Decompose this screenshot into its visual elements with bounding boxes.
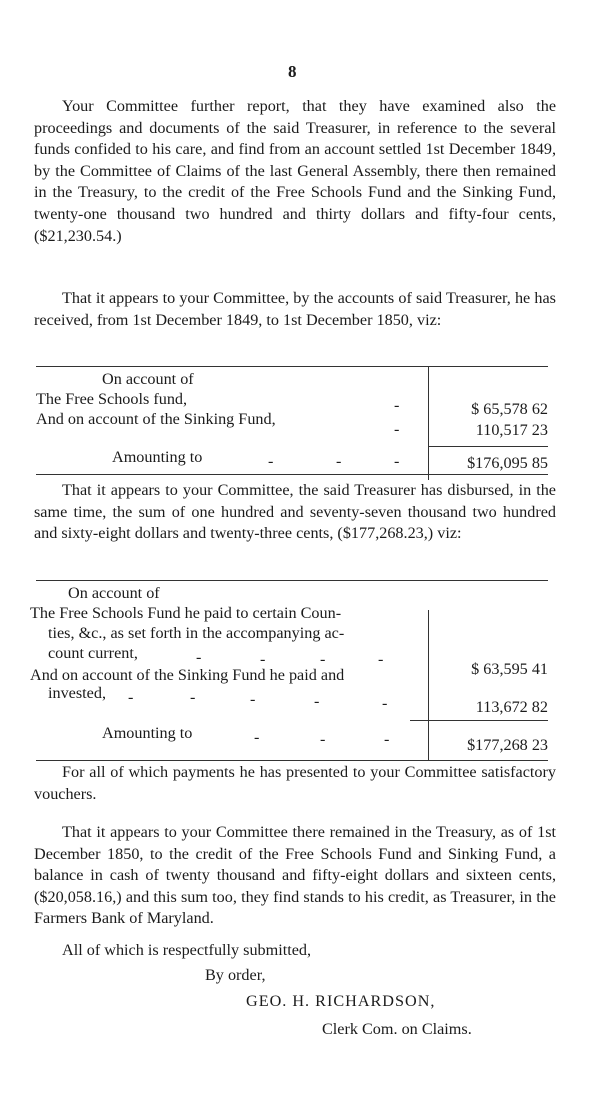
- paragraph-text: Your Committee further report, that they have examined also the proceedings and documents of the said Treasurer, in reference to the several funds confided to his care, and find from an account settled 1st December 1849, by the Committee of Claims of the last General Assembly, there then remained in the Treasury, to the credit of the Free Schools Fund and the Sinking Fund, twenty-one thousand two hundred and thirty dollars and fifty-four cents, ($21,230.54.): [34, 97, 556, 245]
- leader-dash: -: [320, 650, 326, 668]
- table-top-rule: [36, 580, 548, 581]
- subtotal-rule: [428, 446, 548, 447]
- table-head: On account of: [68, 584, 160, 602]
- table-head: On account of: [102, 370, 194, 388]
- table-column-rule: [428, 610, 429, 760]
- disbursement-label-free-schools-cont: ties, &c., as set forth in the accompanying ac-: [48, 624, 345, 642]
- receipt-total-label: Amounting to: [112, 448, 203, 466]
- receipt-total-amount: $176,095 85: [467, 454, 548, 472]
- paragraph-receipts-intro: [34, 288, 556, 331]
- leader-dash: -: [254, 728, 260, 746]
- table-bottom-rule: [36, 760, 548, 761]
- leader-dash: -: [378, 650, 384, 668]
- paragraph-text: That it appears to your Committee, by the accounts of said Treasurer, he has received, from 1st December 1849, to 1st December 1850, viz:: [34, 289, 556, 329]
- subtotal-rule: [410, 720, 548, 721]
- receipts-table: [36, 366, 548, 480]
- paragraph-text: All of which is respectfully submitted,: [62, 941, 312, 959]
- page-number: 8: [288, 62, 297, 81]
- receipt-amount-sinking-fund: 110,517 23: [475, 421, 548, 439]
- table-top-rule: [36, 366, 548, 367]
- paragraph-text: That it appears to your Committee, the said Treasurer has disbursed, in the same time, the sum of one hundred and seventy-seven thousand two hundred and sixty-eight dollars and twenty-three cents, ($177,268.23,) viz:: [34, 481, 556, 543]
- disbursement-total-amount: $177,268 23: [467, 736, 548, 754]
- disbursement-label-free-schools: The Free Schools Fund he paid to certain Coun-: [30, 604, 342, 622]
- leader-dash: -: [314, 692, 320, 710]
- leader-dash: -: [250, 690, 256, 708]
- receipt-label-sinking-fund: And on account of the Sinking Fund,: [36, 410, 276, 428]
- table-column-rule: [428, 366, 429, 480]
- disbursement-amount-sinking-fund: 113,672 82: [475, 698, 548, 716]
- disbursement-total-label: Amounting to: [102, 724, 193, 742]
- leader-dash: -: [196, 648, 202, 666]
- paragraph-text: That it appears to your Committee there remained in the Treasury, as of 1st December 1850, to the credit of the Free Schools Fund and Sinking Fund, a balance in cash of twenty thousand and fifty-eight dollars and sixteen cents, ($20,058.16,) and this sum too, they find stands to his credit, as Treasurer, in the Farmers Bank of Maryland.: [34, 823, 556, 928]
- leader-dash: -: [384, 730, 390, 748]
- signature-name: GEO. H. RICHARDSON,: [246, 992, 436, 1010]
- disbursements-table: [30, 580, 548, 762]
- leader-dash: -: [320, 730, 326, 748]
- paragraph-text: For all of which payments he has presented to your Committee satisfactory vouchers.: [34, 763, 556, 803]
- signature-by-order: By order,: [205, 966, 266, 984]
- leader-dash: -: [394, 452, 400, 470]
- paragraph-submitted: [34, 940, 556, 962]
- leader-dash: -: [336, 452, 342, 470]
- receipt-amount-free-schools: $ 65,578 62: [471, 400, 548, 418]
- signature-title: Clerk Com. on Claims.: [322, 1020, 472, 1038]
- disbursement-amount-free-schools: $ 63,595 41: [471, 660, 548, 678]
- leader-dash: -: [128, 688, 134, 706]
- table-bottom-rule: [36, 474, 548, 475]
- leader-dash: -: [268, 452, 274, 470]
- leader-dash: -: [260, 650, 266, 668]
- leader-dash: -: [382, 694, 388, 712]
- disbursement-label-sinking-fund: And on account of the Sinking Fund he paid and: [30, 666, 345, 684]
- leader-dash: -: [394, 396, 400, 414]
- paragraph-vouchers: [34, 762, 556, 805]
- disbursement-label-sinking-fund-cont: invested,: [48, 684, 106, 702]
- disbursement-label-free-schools-cont: count current,: [48, 644, 138, 662]
- leader-dash: -: [190, 688, 196, 706]
- paragraph-balance: [34, 822, 556, 930]
- receipt-label-free-schools: The Free Schools fund,: [36, 390, 188, 408]
- paragraph-disbursements-intro: [34, 480, 556, 545]
- leader-dash: -: [394, 420, 400, 438]
- paragraph-committee-report: [34, 96, 556, 247]
